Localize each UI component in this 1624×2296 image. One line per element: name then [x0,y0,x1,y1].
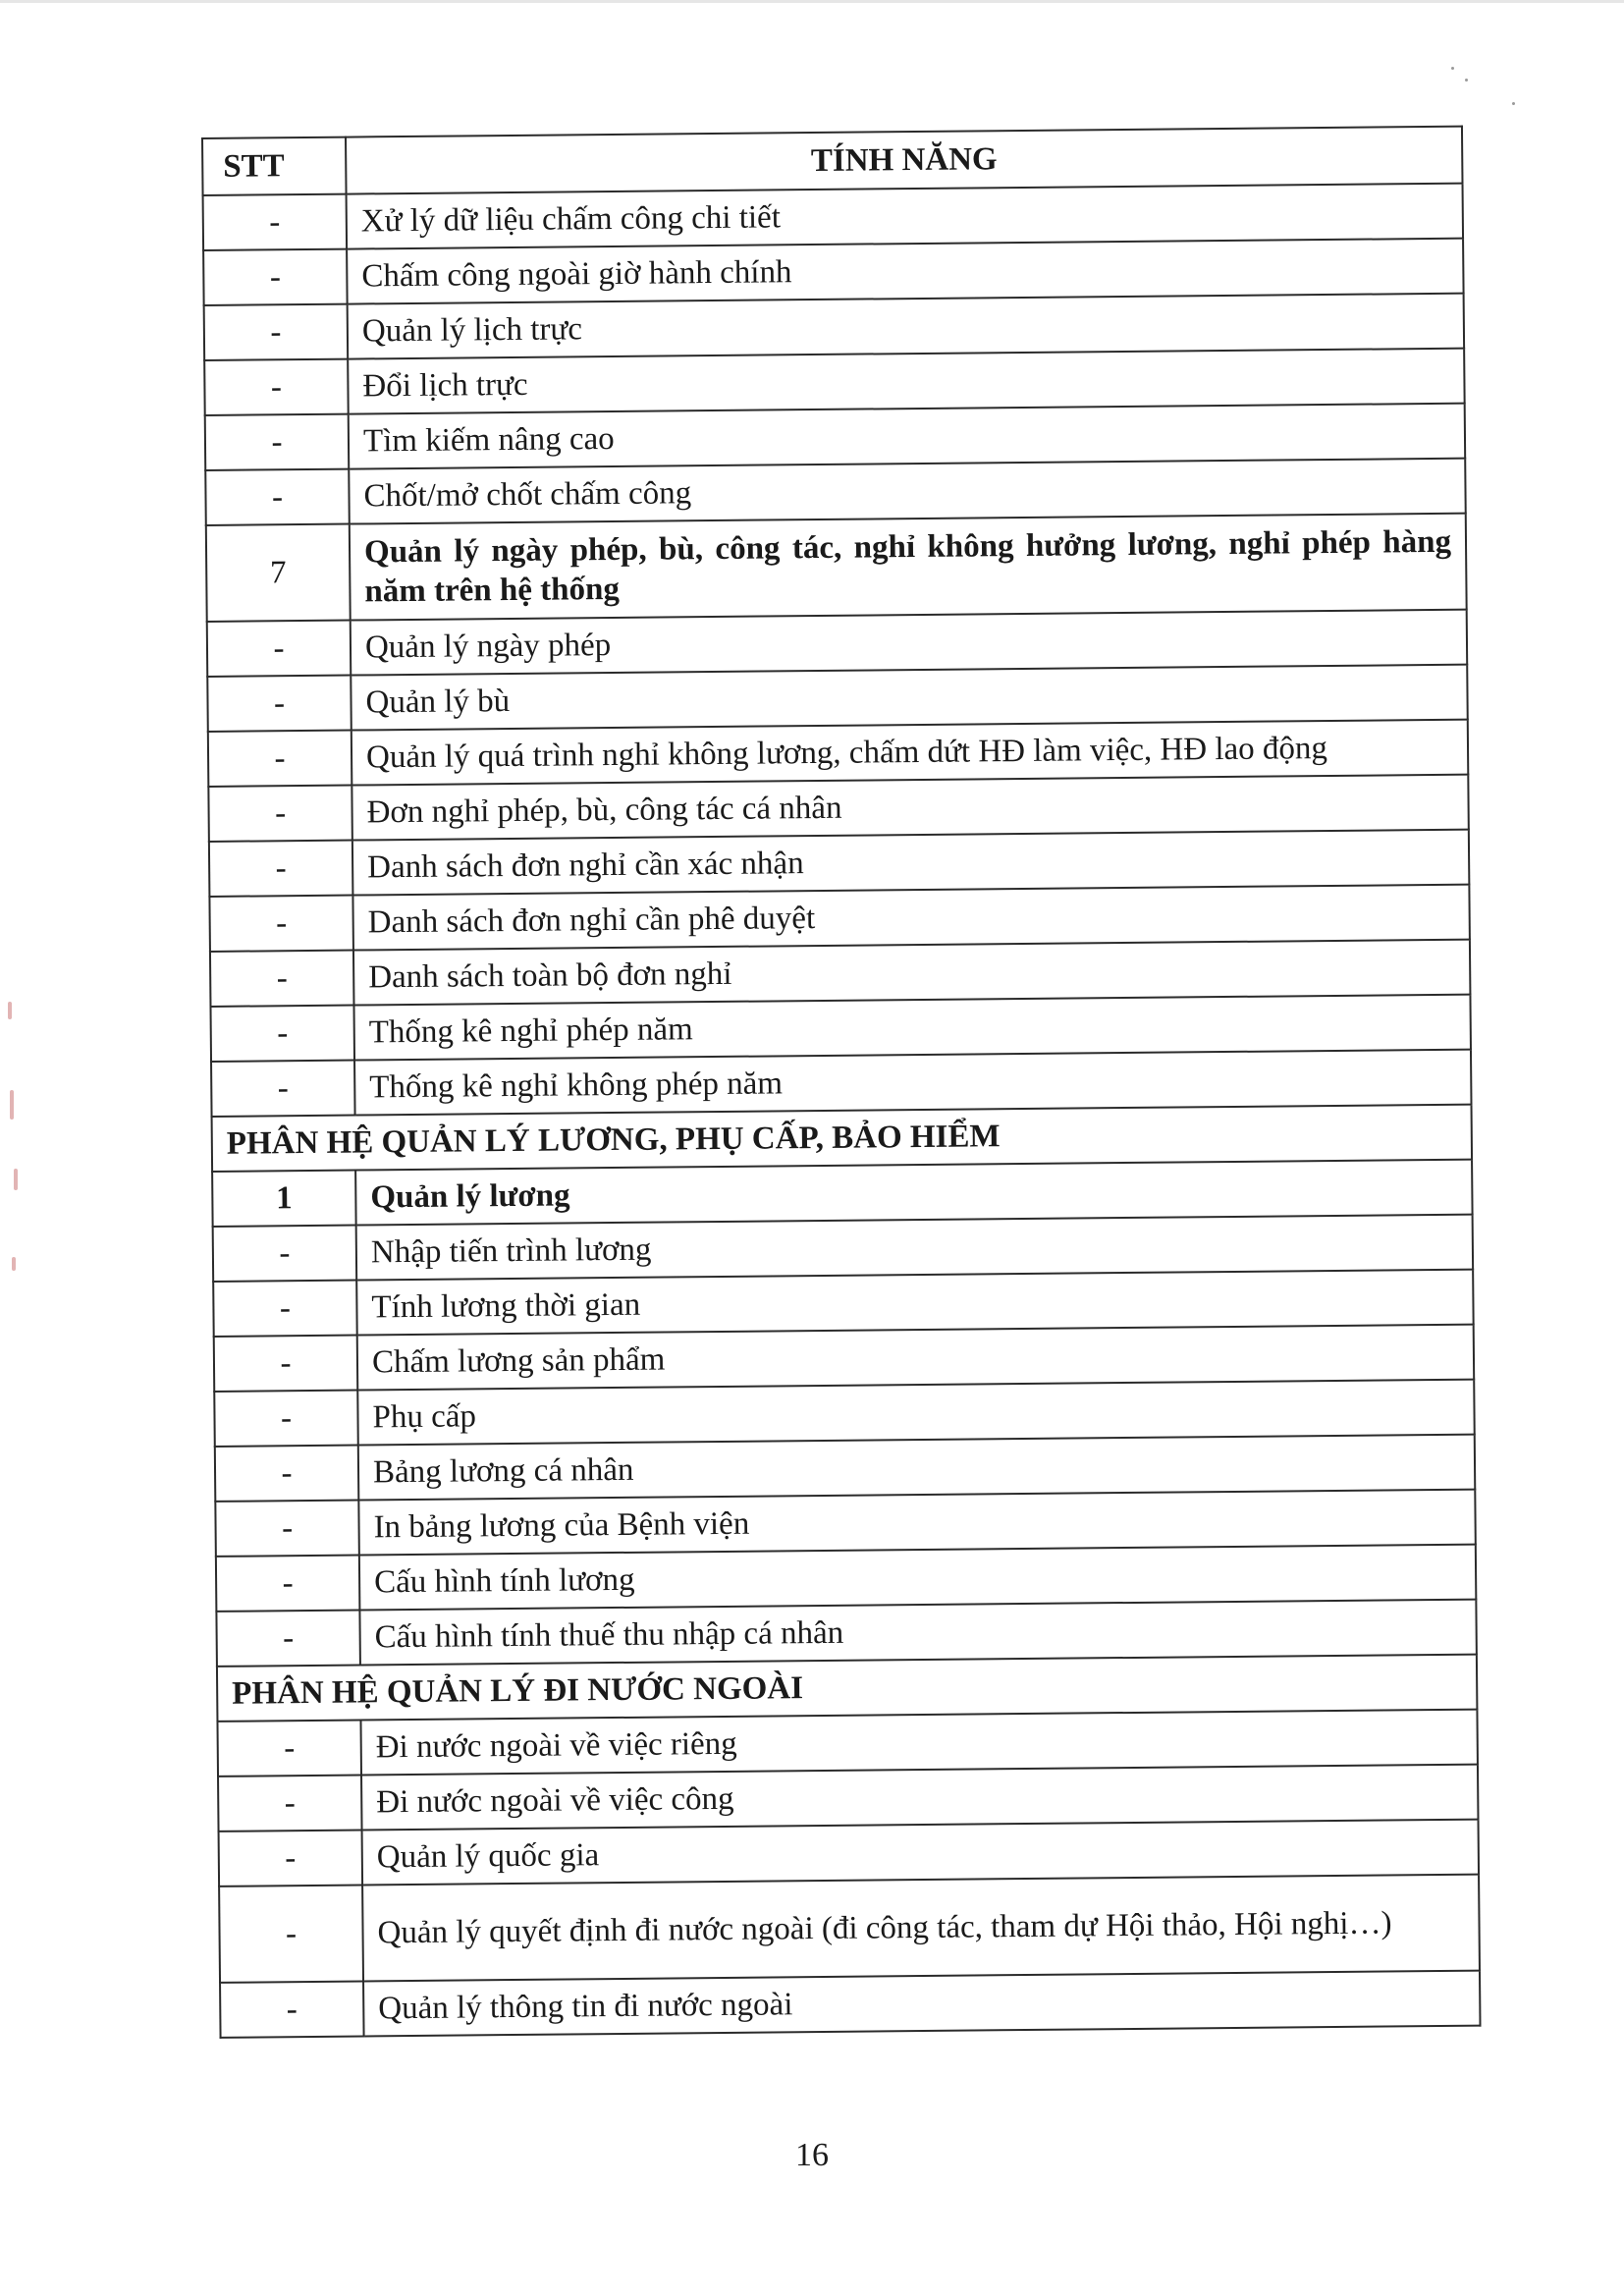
scan-mark [10,1090,14,1120]
feature-table [201,126,1482,2039]
row-stt: 7 [206,524,351,622]
row-feature: Thống kê nghỉ không phép năm [354,1050,1471,1116]
table-row [219,1875,1480,1983]
row-feature: Chốt/mở chốt chấm công [349,459,1465,524]
row-stt: - [210,1006,354,1062]
row-stt: - [208,786,352,842]
scan-top-edge [0,0,1624,3]
row-stt: 1 [212,1171,356,1227]
row-feature: Xử lý dữ liệu chấm công chi tiết [347,184,1463,249]
row-feature: Quản lý bù [351,665,1467,731]
row-stt: - [215,1446,359,1502]
row-feature: Đi nước ngoài về việc riêng [360,1710,1477,1776]
row-stt: - [211,1061,355,1117]
row-feature: Nhập tiến trình lương [356,1215,1473,1281]
row-feature: Quản lý thông tin đi nước ngoài [363,1971,1480,2037]
row-feature: Quản lý lương [355,1160,1472,1226]
row-feature: Chấm công ngoài giờ hành chính [347,239,1463,304]
header-feature: TÍNH NĂNG [346,127,1463,194]
section-heading-salary: PHÂN HỆ QUẢN LÝ LƯƠNG, PHỤ CẤP, BẢO HIỂM [212,1105,1472,1172]
section-heading-abroad: PHÂN HỆ QUẢN LÝ ĐI NƯỚC NGOÀI [217,1655,1477,1722]
row-feature: Quản lý quyết định đi nước ngoài (đi công tác, tham dự Hội thảo, Hội nghị…) [362,1875,1480,1982]
scan-speck [1451,67,1454,70]
row-feature: Đi nước ngoài về việc công [361,1765,1478,1831]
row-stt: - [213,1226,357,1282]
row-stt: - [204,359,349,415]
row-stt: - [203,194,348,250]
row-stt: - [209,896,353,952]
table-row-group-heading [206,514,1467,622]
scan-mark [12,1257,16,1271]
row-feature: Chấm lương sản phẩm [357,1325,1474,1391]
row-feature: Thống kê nghỉ phép năm [353,995,1470,1061]
scan-mark [14,1169,18,1190]
row-feature: Danh sách toàn bộ đơn nghỉ [353,940,1470,1006]
row-stt: - [214,1391,358,1447]
scan-speck [1512,102,1515,105]
row-stt: - [219,1831,363,1886]
scan-mark [8,1002,12,1019]
row-feature: Bảng lương cá nhân [358,1435,1475,1501]
row-feature: In bảng lương của Bệnh viện [358,1490,1475,1556]
row-feature: Quản lý ngày phép [351,610,1467,676]
row-stt: - [217,1721,361,1777]
row-feature: Quản lý quốc gia [362,1820,1479,1886]
row-stt: - [205,414,350,470]
row-stt: - [213,1281,357,1337]
page-number: 16 [795,2137,829,2173]
scan-speck [1465,79,1468,82]
row-feature: Quản lý ngày phép, bù, công tác, nghỉ không hưởng lương, nghỉ phép hàng năm trên hệ thống [350,514,1467,621]
row-feature: Quản lý lịch trực [348,294,1464,359]
row-feature: Đơn nghỉ phép, bù, công tác cá nhân [352,775,1468,841]
table-row [220,1971,1480,2038]
row-feature: Tính lương thời gian [356,1270,1473,1336]
row-stt: - [210,951,354,1007]
row-stt: - [204,304,349,360]
row-stt: - [216,1556,360,1612]
row-stt: - [220,1982,364,2038]
row-stt: - [207,676,352,732]
row-feature: Danh sách đơn nghỉ cần xác nhận [352,830,1469,896]
row-feature: Quản lý quá trình nghỉ không lương, chấm dứt HĐ làm việc, HĐ lao động [352,720,1468,786]
row-stt: - [218,1776,362,1831]
row-feature: Cấu hình tính thuế thu nhập cá nhân [359,1600,1476,1666]
row-stt: - [216,1611,360,1667]
row-stt: - [207,621,352,677]
row-feature: Tìm kiếm nâng cao [349,404,1465,469]
row-stt: - [215,1501,359,1557]
row-stt: - [219,1886,363,1983]
row-feature: Phụ cấp [357,1380,1474,1446]
row-stt: - [208,731,352,787]
row-feature: Danh sách đơn nghỉ cần phê duyệt [352,885,1469,951]
row-feature: Đổi lịch trực [348,349,1464,414]
row-stt: - [205,469,350,525]
row-stt: - [209,841,353,897]
row-feature: Cấu hình tính lương [359,1545,1476,1611]
row-stt: - [203,249,348,305]
row-stt: - [214,1336,358,1392]
header-stt: STT [202,137,347,195]
